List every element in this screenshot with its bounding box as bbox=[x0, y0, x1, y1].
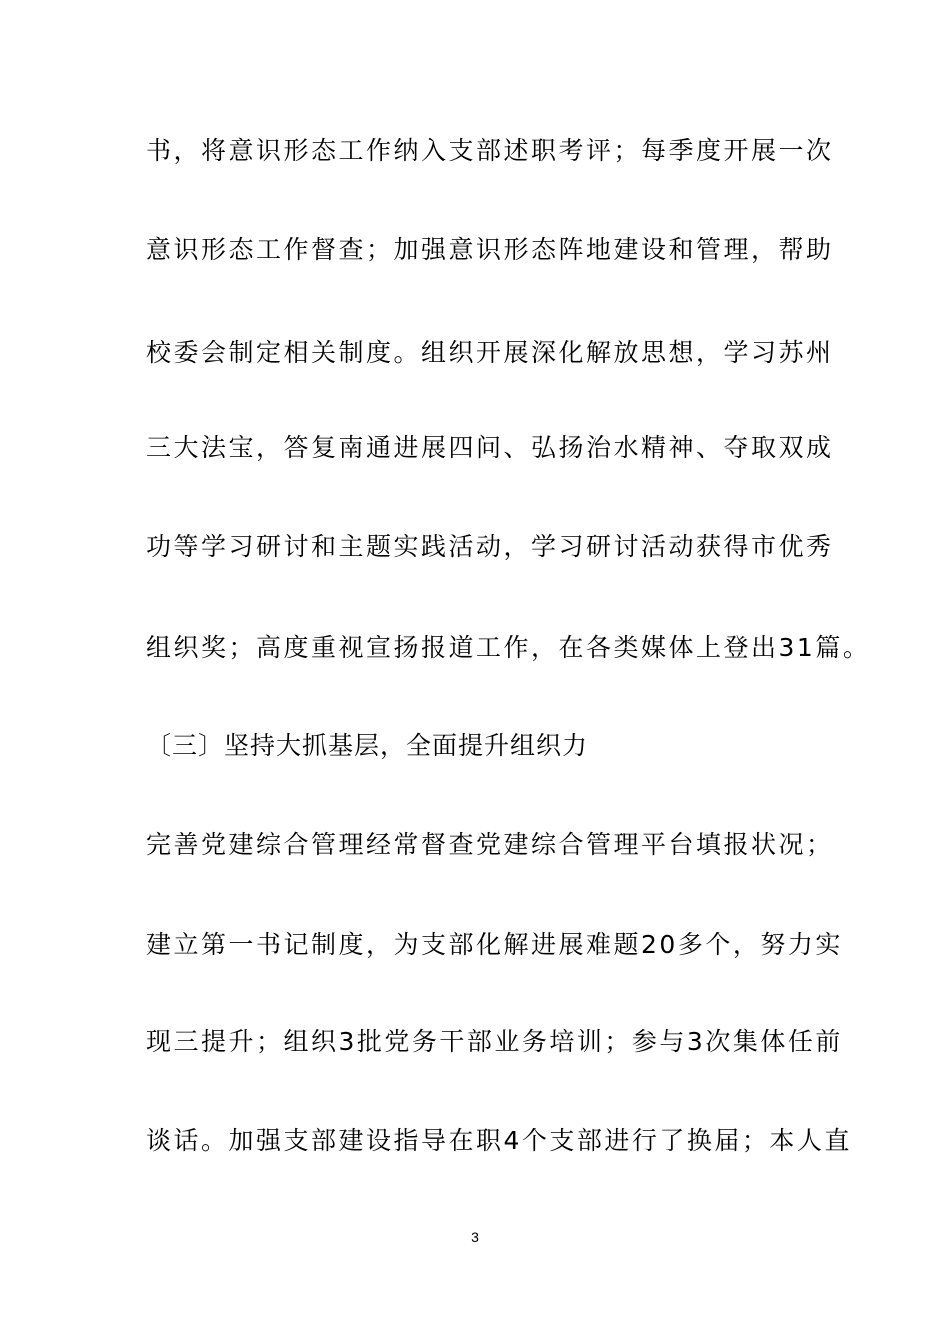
body-text-line: 组织奖；高度重视宣扬报道工作，在各类媒体上登出31篇。 bbox=[146, 633, 871, 662]
body-text-line: 建立第一书记制度，为支部化解进展难题20多个，努力实 bbox=[146, 930, 843, 959]
body-text-line: 意识形态工作督查；加强意识形态阵地建设和管理，帮助 bbox=[146, 235, 834, 264]
body-text-line: 谈话。加强支部建设指导在职4个支部进行了换届；本人直 bbox=[146, 1126, 852, 1155]
body-text-line: 书，将意识形态工作纳入支部述职考评；每季度开展一次 bbox=[146, 136, 834, 165]
body-text-line: 功等学习研讨和主题实践活动，学习研讨活动获得市优秀 bbox=[146, 532, 834, 561]
section-heading: 〔三〕坚持大抓基层，全面提升组织力 bbox=[146, 731, 589, 760]
body-text-line: 现三提升；组织3批党务干部业务培训；参与3次集体任前 bbox=[146, 1027, 843, 1056]
body-text-line: 校委会制定相关制度。组织开展深化解放思想，学习苏州 bbox=[146, 338, 834, 367]
page-number: 3 bbox=[471, 1229, 479, 1245]
body-text-line: 完善党建综合管理经常督查党建综合管理平台填报状况； bbox=[146, 830, 834, 859]
body-text-line: 三大法宝，答复南通进展四问、弘扬治水精神、夺取双成 bbox=[146, 433, 834, 462]
